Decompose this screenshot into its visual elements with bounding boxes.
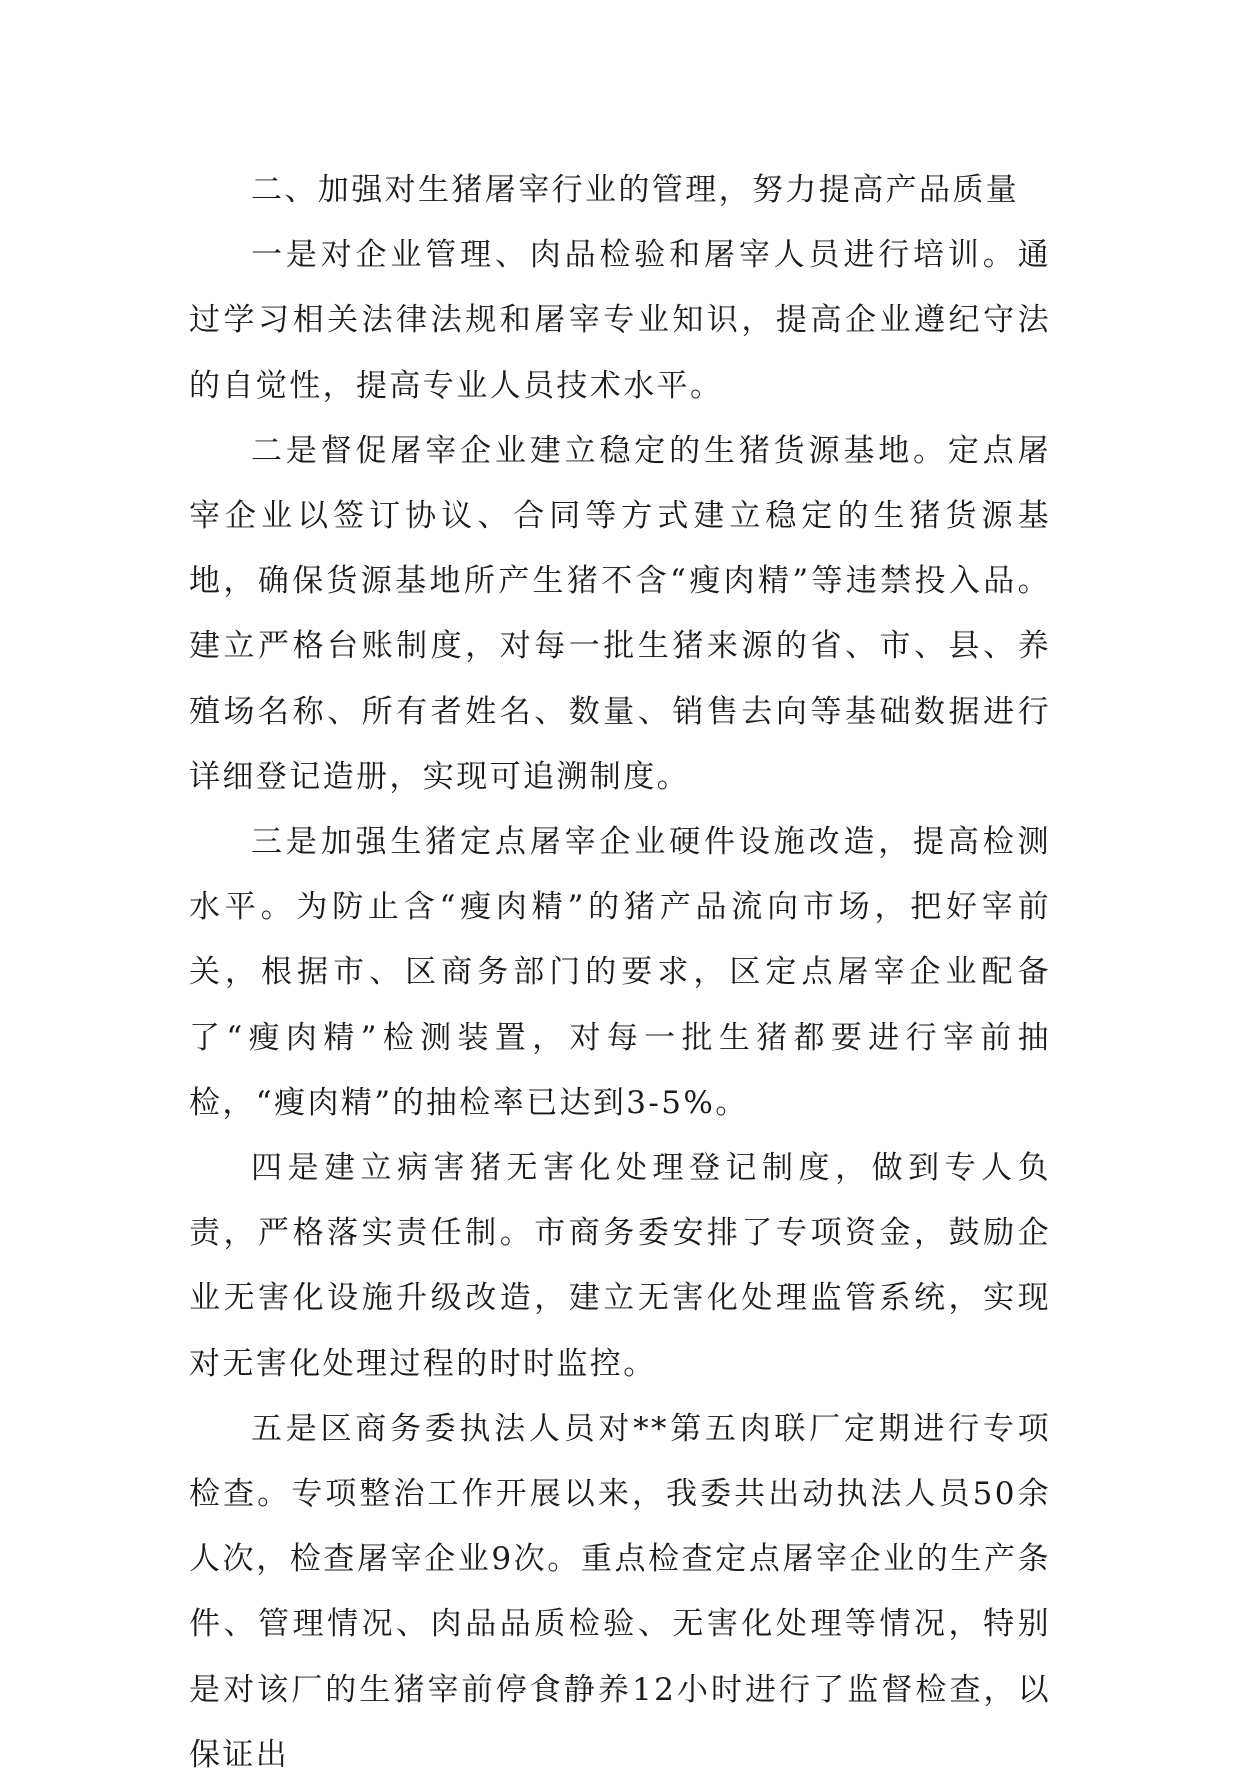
paragraph-inspection: 五是区商务委执法人员对**第五肉联厂定期进行专项检查。专项整治工作开展以来，我委共出动执法人员50余人次，检查屠宰企业9次。重点检查定点屠宰企业的生产条件、管理情况、肉品品质检验、无害化处理等情况，特别是对该厂的生猪宰前停食静养12小时进行了监督检查，以保证出	[189, 1410, 1051, 1773]
paragraph-harmless-treatment: 四是建立病害猪无害化处理登记制度，做到专人负责，严格落实责任制。市商务委安排了专项资金，鼓励企业无害化设施升级改造，建立无害化处理监管系统，实现对无害化处理过程的时时监控。	[189, 1150, 1051, 1382]
paragraph-supply-base: 二是督促屠宰企业建立稳定的生猪货源基地。定点屠宰企业以签订协议、合同等方式建立稳定的生猪货源基地，确保货源基地所产生猪不含“瘦肉精”等违禁投入品。建立严格台账制度，对每一批生猪来源的省、市、县、养殖场名称、所有者姓名、数量、销售去向等基础数据进行详细登记造册，实现可追溯制度。	[189, 432, 1051, 795]
section-heading: 二、加强对生猪屠宰行业的管理，努力提高产品质量	[251, 172, 1020, 208]
document-body	[189, 158, 1051, 1788]
paragraph-facility-upgrade: 三是加强生猪定点屠宰企业硬件设施改造，提高检测水平。为防止含“瘦肉精”的猪产品流向市场，把好宰前关，根据市、区商务部门的要求，区定点屠宰企业配备了“瘦肉精”检测装置，对每一批生猪都要进行宰前抽检，“瘦肉精”的抽检率已达到3-5%。	[189, 824, 1051, 1121]
paragraph-training: 一是对企业管理、肉品检验和屠宰人员进行培训。通过学习相关法律法规和屠宰专业知识，提高企业遵纪守法的自觉性，提高专业人员技术水平。	[189, 237, 1051, 404]
